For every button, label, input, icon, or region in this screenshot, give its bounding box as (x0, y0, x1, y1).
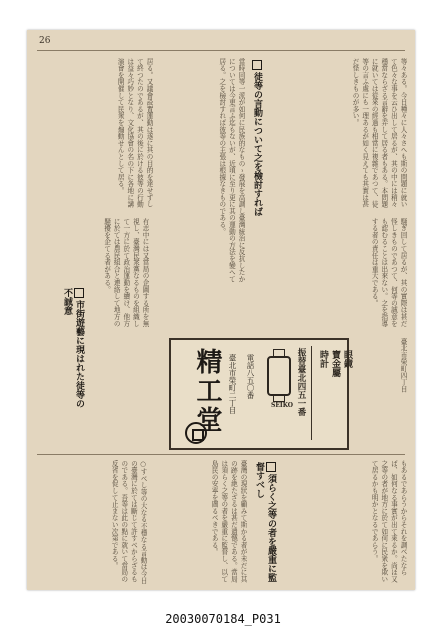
ad-brand-name: 精工堂 (192, 348, 222, 435)
brand-logo-icon (185, 422, 207, 444)
heading-lower-mid: 須らく之等の者を嚴重に監督すべし (254, 462, 276, 582)
magazine-page (27, 30, 415, 590)
body-text-lower-right: もあるであらうからそれを調べたならば、如何なる事實が出て來るか。尚ほ又之等の者が地方に於て如何に民衆を欺いて居るかも明かとなるであらう。 (370, 460, 407, 583)
ad-category: 眼鏡 (342, 350, 352, 368)
wristwatch-icon (267, 356, 291, 396)
ad-address: 臺北市榮町二丁目 (228, 354, 237, 414)
body-text-upper-left: 居る。又議會設置運動は遂に其の目的を達せずして終つたのであるが、其の後に於ける彼等の行動は益々巧妙となり、文化協會の名の下に各地に講演會を開催して民衆を煽動せんとして居る。 (116, 58, 153, 208)
page-number: 26 (39, 36, 51, 46)
ad-category: 寶金屬 (330, 350, 340, 377)
heading-lower-left: 市街遊藝に現はれた徒等の不誠意 (62, 288, 84, 408)
heading-box-icon (74, 288, 84, 298)
image-caption: 20030070184_P031 (165, 612, 281, 626)
body-text-lower-mid: 臺灣の現狀を顧みて斯かる者が未だに其の跡を絶たざるは甚だ遺憾である。當局は須らく之等の者を嚴重に監督し、以て島民の安寧を圖るべきである。 (210, 460, 247, 583)
ad-account: 振替臺北四五一番 (296, 348, 306, 416)
top-rule (37, 50, 405, 51)
section-rule (37, 454, 405, 455)
ad-phone: 電話八五〇番 (246, 354, 255, 399)
body-text-upper-right: 等々ある。今日種々に人々さへも斯の問題に就いて色々な事を云ひ出して居るが、其の中には稍々穩當ならざる言辭を弄して居る者もある。本問題に就いては從來の經過も相當に複雜であつて、徒等の言ふ處にも一理あるが如く見えても其實は甚だ怪しきものが多い。 (351, 58, 407, 208)
ad-divider (311, 346, 312, 440)
watch-label: SEIKO (271, 402, 293, 409)
heading-upper: 徒等の言動について之を檢討すれば (251, 60, 263, 220)
heading-box-icon (252, 60, 262, 70)
body-text-upper-mid: 當時同等一派が如何に民族的なものゝ發展を高調し臺灣統治に反抗したかについては今更言ふ迄もないが、近頃に至り更に其の運動の方法を變へて居る。之を檢討すれば彼等の主張は根據なきものである。 (217, 58, 245, 283)
advertisement (169, 338, 352, 450)
body-text-mid-right: 騒ぎ回して居るが、其の實際は甚だ怪しきものであつて、何等の誠意をも認むることは出來ない。之を指導する者の責任は重大である。 (370, 218, 407, 327)
body-text-ad-right: 臺北市榮町四丁目 (399, 338, 407, 393)
body-text-mid-left: 有志中には又當局の企圖する所を無視し、臺灣民衆黨なるものを組織して一方に於て政治運動を續け、他方に於ては農民組合と連絡して地方の騒擾を企てる者がある。 (102, 218, 149, 327)
ad-category: 時計 (318, 350, 328, 368)
body-text-lower-left: ○すべし等の大なる不穩なる言動は今日の臺灣に於ては斷じて許すべからざるものである。吾等は此の點に就いて當局の反省を促して止まない次第である。 (110, 460, 147, 584)
heading-box-icon (266, 462, 276, 472)
